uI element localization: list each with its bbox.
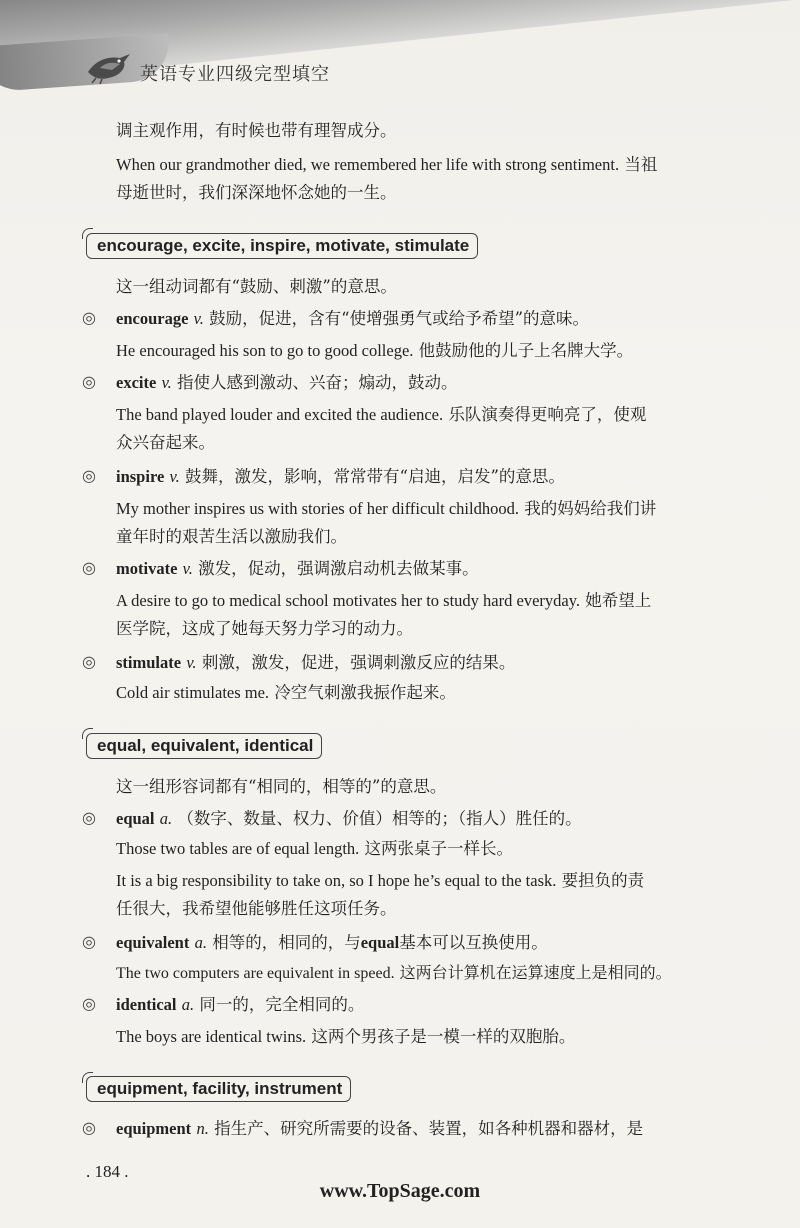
entry-equivalent — [116, 932, 548, 954]
entry-excite — [116, 372, 458, 394]
example-zh: 这两张桌子一样长。 — [364, 839, 514, 858]
example-en: The boys are identical twins. — [116, 1027, 307, 1046]
entry-equal — [116, 808, 582, 830]
bullet-icon: ◎ — [82, 1118, 96, 1137]
entry-def: 同一的，完全相同的。 — [199, 995, 365, 1014]
topic-heading-3: equipment, facility, instrument — [86, 1076, 351, 1102]
intro-example-zh: 当祖 — [624, 155, 658, 174]
example-excite — [116, 404, 646, 426]
entry-pos: n. — [196, 1119, 209, 1138]
example-zh: 乐队演奏得更响亮了，使观 — [448, 405, 647, 424]
entry-def: 刺激，激发，促进，强调刺激反应的结果。 — [201, 653, 516, 672]
example-zh: 这两台计算机在运算速度上是相同的。 — [399, 963, 672, 982]
topic-summary-1: 这一组动词都有“鼓励、刺激”的意思。 — [116, 277, 397, 296]
example-stimulate — [116, 682, 456, 704]
bird-logo-icon — [86, 50, 132, 84]
entry-def: 激发，促动，强调激启动机去做某事。 — [198, 559, 479, 578]
entry-encourage — [116, 308, 589, 330]
example-en: The two computers are equivalent in speed. — [116, 965, 395, 982]
entry-identical — [116, 994, 364, 1016]
entry-def-post: 基本可以互换使用。 — [399, 933, 548, 952]
example-zh: 这两个男孩子是一模一样的双胞胎。 — [311, 1027, 576, 1046]
intro-example-en: When our grandmother died, we remembered her life with strong sentiment. — [116, 155, 620, 174]
entry-word: equipment — [116, 1119, 192, 1138]
bullet-icon: ◎ — [82, 308, 96, 327]
entry-word: encourage — [116, 309, 189, 328]
example-en: Those two tables are of equal length. — [116, 839, 360, 858]
bullet-icon: ◎ — [82, 994, 96, 1013]
entry-word: equivalent — [116, 933, 190, 952]
entry-def: 指生产、研究所需要的设备、装置，如各种机器和器材，是 — [214, 1119, 644, 1138]
entry-pos: v. — [182, 559, 193, 578]
example-identical — [116, 1026, 575, 1048]
entry-word: identical — [116, 995, 177, 1014]
example-zh: 他鼓励他的儿子上名牌大学。 — [418, 341, 634, 360]
topic-heading-1: encourage, excite, inspire, motivate, stimulate — [86, 233, 478, 259]
example-en: The band played louder and excited the audience. — [116, 405, 444, 424]
example-en: He encouraged his son to go to good college. — [116, 341, 414, 360]
entry-pos: v. — [193, 309, 204, 328]
example-zh: 要担负的责 — [561, 871, 645, 890]
intro-line: 调主观作用，有时候也带有理智成分。 — [116, 121, 397, 140]
entry-motivate — [116, 558, 479, 580]
entry-def: 相等的，相同的，与 — [212, 933, 361, 952]
entry-pos: v. — [169, 467, 180, 486]
book-title: 英语专业四级完型填空 — [140, 64, 330, 85]
entry-word: excite — [116, 373, 157, 392]
entry-def: （数字、数量、权力、价值）相等的；（指人）胜任的。 — [177, 809, 582, 828]
example-encourage — [116, 340, 633, 362]
topic-heading-2: equal, equivalent, identical — [86, 733, 322, 759]
entry-word: motivate — [116, 559, 178, 578]
entry-def: 鼓舞，激发，影响，常常带有“启迪，启发”的意思。 — [185, 467, 565, 486]
page-number: . 184 . — [86, 1162, 129, 1181]
example-excite-cont: 众兴奋起来。 — [116, 433, 215, 452]
entry-pos: v. — [161, 373, 172, 392]
entry-def: 鼓励，促进，含有“使增强勇气或给予希望”的意味。 — [209, 309, 590, 328]
entry-stimulate — [116, 652, 515, 674]
example-en: It is a big responsibility to take on, so I hope he’s equal to the task. — [116, 871, 557, 890]
example-zh: 她希望上 — [585, 591, 652, 610]
entry-equipment — [116, 1118, 643, 1140]
entry-pos: a. — [159, 809, 173, 828]
example-inspire-cont: 童年时的艰苦生活以激励我们。 — [116, 527, 347, 546]
entry-pos: a. — [181, 995, 195, 1014]
bullet-icon: ◎ — [82, 372, 96, 391]
intro-example-cont: 母逝世时，我们深深地怀念她的一生。 — [116, 183, 397, 202]
bullet-icon: ◎ — [82, 932, 96, 951]
bullet-icon: ◎ — [82, 466, 96, 485]
example-motivate-cont: 医学院，这成了她每天努力学习的动力。 — [116, 619, 413, 638]
entry-word: inspire — [116, 467, 165, 486]
intro-example — [116, 154, 657, 176]
example-inspire — [116, 498, 656, 520]
entry-def: 指使人感到激动、兴奋；煽动，鼓动。 — [177, 373, 458, 392]
example2-equal — [116, 870, 644, 892]
topic-summary-2: 这一组形容词都有“相同的，相等的”的意思。 — [116, 777, 447, 796]
example-en: My mother inspires us with stories of her difficult childhood. — [116, 499, 519, 518]
entry-pos: v. — [186, 653, 197, 672]
entry-inspire — [116, 466, 565, 488]
example-zh: 冷空气刺激我振作起来。 — [274, 683, 456, 702]
example-equivalent — [116, 962, 672, 985]
bullet-icon: ◎ — [82, 808, 96, 827]
example-motivate — [116, 590, 651, 612]
bullet-icon: ◎ — [82, 558, 96, 577]
example-equal — [116, 838, 513, 860]
entry-word: stimulate — [116, 653, 182, 672]
example2-equal-cont: 任很大，我希望他能够胜任这项任务。 — [116, 899, 397, 918]
bullet-icon: ◎ — [82, 652, 96, 671]
entry-pos: a. — [194, 933, 207, 952]
example-zh: 我的妈妈给我们讲 — [524, 499, 657, 518]
entry-def-word: equal — [360, 933, 400, 952]
example-en: Cold air stimulates me. — [116, 683, 270, 702]
website-watermark: www.TopSage.com — [319, 1180, 481, 1202]
entry-word: equal — [116, 809, 155, 828]
example-en: A desire to go to medical school motivates her to study hard everyday. — [116, 591, 581, 610]
